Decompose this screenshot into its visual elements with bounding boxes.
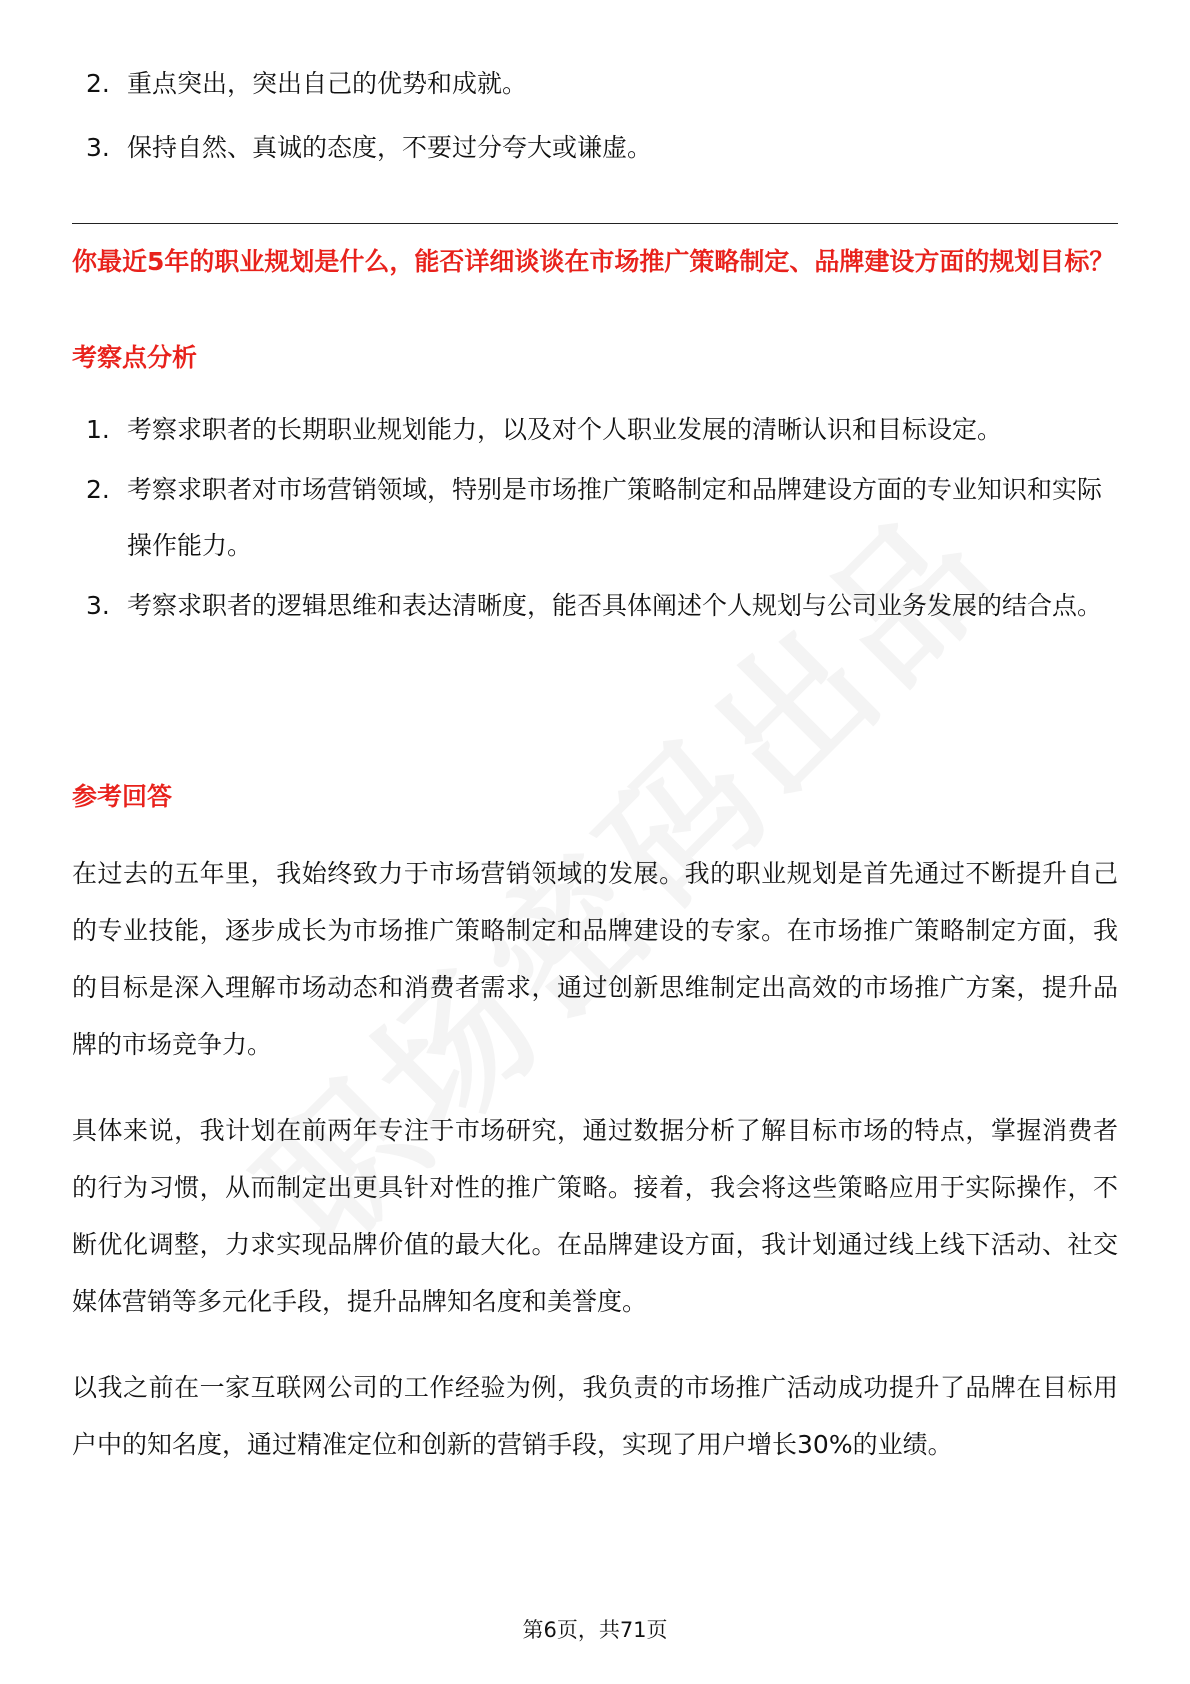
list-text: 考察求职者对市场营销领域，特别是市场推广策略制定和品牌建设方面的专业知识和实际操作能力。	[127, 475, 1103, 560]
answer-paragraph: 以我之前在一家互联网公司的工作经验为例，我负责的市场推广活动成功提升了品牌在目标用户中的知名度，通过精准定位和创新的营销手段，实现了用户增长30%的业绩。	[72, 1373, 1118, 1459]
list-number: 2.	[86, 475, 110, 504]
list-item	[72, 578, 1118, 634]
list-text: 考察求职者的逻辑思维和表达清晰度，能否具体阐述个人规划与公司业务发展的结合点。	[127, 591, 1103, 620]
answer-body	[72, 845, 1118, 1502]
answer-paragraph: 在过去的五年里，我始终致力于市场营销领域的发展。我的职业规划是首先通过不断提升自己的专业技能，逐步成长为市场推广策略制定和品牌建设的专家。在市场推广策略制定方面，我的目标是深入理解市场动态和消费者需求，通过创新思维制定出高效的市场推广方案，提升品牌的市场竞争力。	[72, 859, 1118, 1059]
list-number: 2.	[86, 69, 110, 98]
list-text: 考察求职者的长期职业规划能力，以及对个人职业发展的清晰认识和目标设定。	[127, 415, 1003, 444]
analysis-list	[72, 402, 1118, 638]
analysis-heading: 考察点分析	[72, 343, 198, 372]
answer-paragraph: 具体来说，我计划在前两年专注于市场研究，通过数据分析了解目标市场的特点，掌握消费者的行为习惯，从而制定出更具针对性的推广策略。接着，我会将这些策略应用于实际操作，不断优化调整，力求实现品牌价值的最大化。在品牌建设方面，我计划通过线上线下活动、社交媒体营销等多元化手段，提升品牌知名度和美誉度。	[72, 1116, 1118, 1316]
page-footer: 第6页，共71页	[522, 1618, 668, 1642]
list-item	[72, 462, 1118, 574]
list-number: 3.	[86, 133, 110, 162]
list-item	[72, 402, 1118, 458]
list-text: 重点突出，突出自己的优势和成就。	[127, 69, 528, 98]
interview-question: 你最近5年的职业规划是什么，能否详细谈谈在市场推广策略制定、品牌建设方面的规划目标？	[72, 247, 1115, 276]
tips-list	[72, 56, 1118, 184]
list-number: 1.	[86, 415, 110, 444]
answer-heading: 参考回答	[72, 782, 173, 811]
list-number: 3.	[86, 591, 110, 620]
list-item	[72, 120, 1118, 176]
section-divider	[72, 223, 1118, 224]
list-text: 保持自然、真诚的态度，不要过分夸大或谦虚。	[127, 133, 653, 162]
list-item	[72, 56, 1118, 112]
